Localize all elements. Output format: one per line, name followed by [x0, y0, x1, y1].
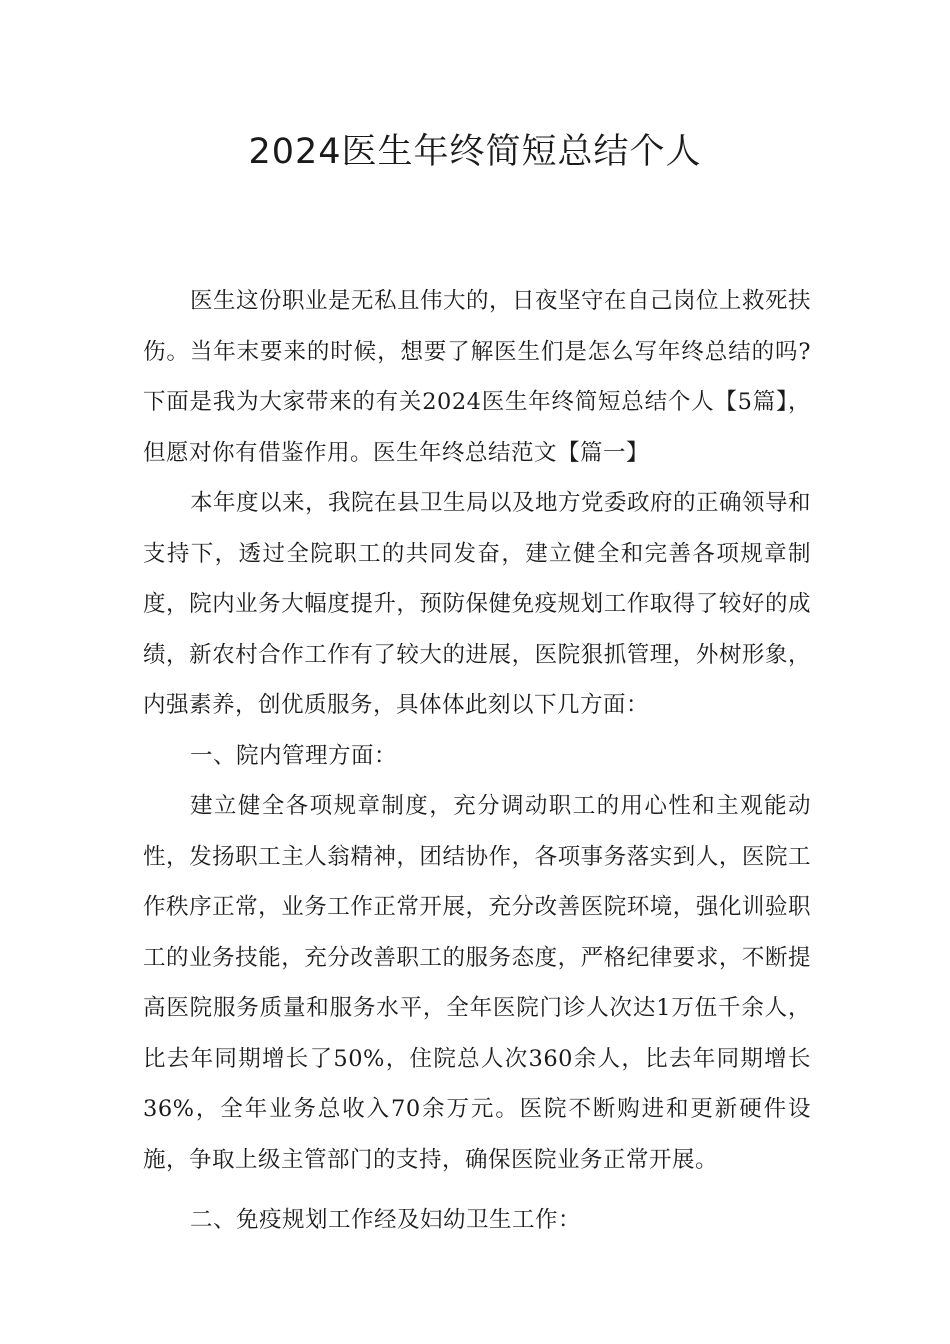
intro-paragraph: 医生这份职业是无私且伟大的，日夜坚守在自己岗位上救死扶伤。当年末要来的时候，想要了解医生们是怎么写年终总结的吗?下面是我为大家带来的有关2024医生年终简短总结个人【5篇】，但愿对你有借鉴作用。医生年终总结范文【篇一】 [143, 288, 812, 466]
document-body [143, 276, 811, 1246]
section-heading-immunization: 二、免疫规划工作经及妇幼卫生工作： [190, 1207, 582, 1233]
management-paragraph: 建立健全各项规章制度，充分调动职工的用心性和主观能动性，发扬职工主人翁精神，团结协作，各项事务落实到人，医院工作秩序正常，业务工作正常开展，充分改善医院环境，强化训验职工的业务技能，充分改善职工的服务态度，严格纪律要求，不断提高医院服务质量和服务水平，全年医院门诊人次达1万伍千余人，比去年同期增长了50%，住院总人次360余人，比去年同期增长36%，全年业务总收入70余万元。医院不断购进和更新硬件设施，争取上级主管部门的支持，确保医院业务正常开展。 [143, 793, 811, 1173]
section-heading-management: 一、院内管理方面： [190, 742, 398, 769]
overview-paragraph: 本年度以来，我院在县卫生局以及地方党委政府的正确领导和支持下，透过全院职工的共同发奋，建立健全和完善各项规章制度，院内业务大幅度提升，预防保健免疫规划工作取得了较好的成绩，新农村合作工作有了较大的进展，医院狠抓管理，外树形象，内强素养，创优质服务，具体体此刻以下几方面： [143, 490, 812, 718]
document-title: 2024医生年终简短总结个人 [248, 132, 702, 172]
